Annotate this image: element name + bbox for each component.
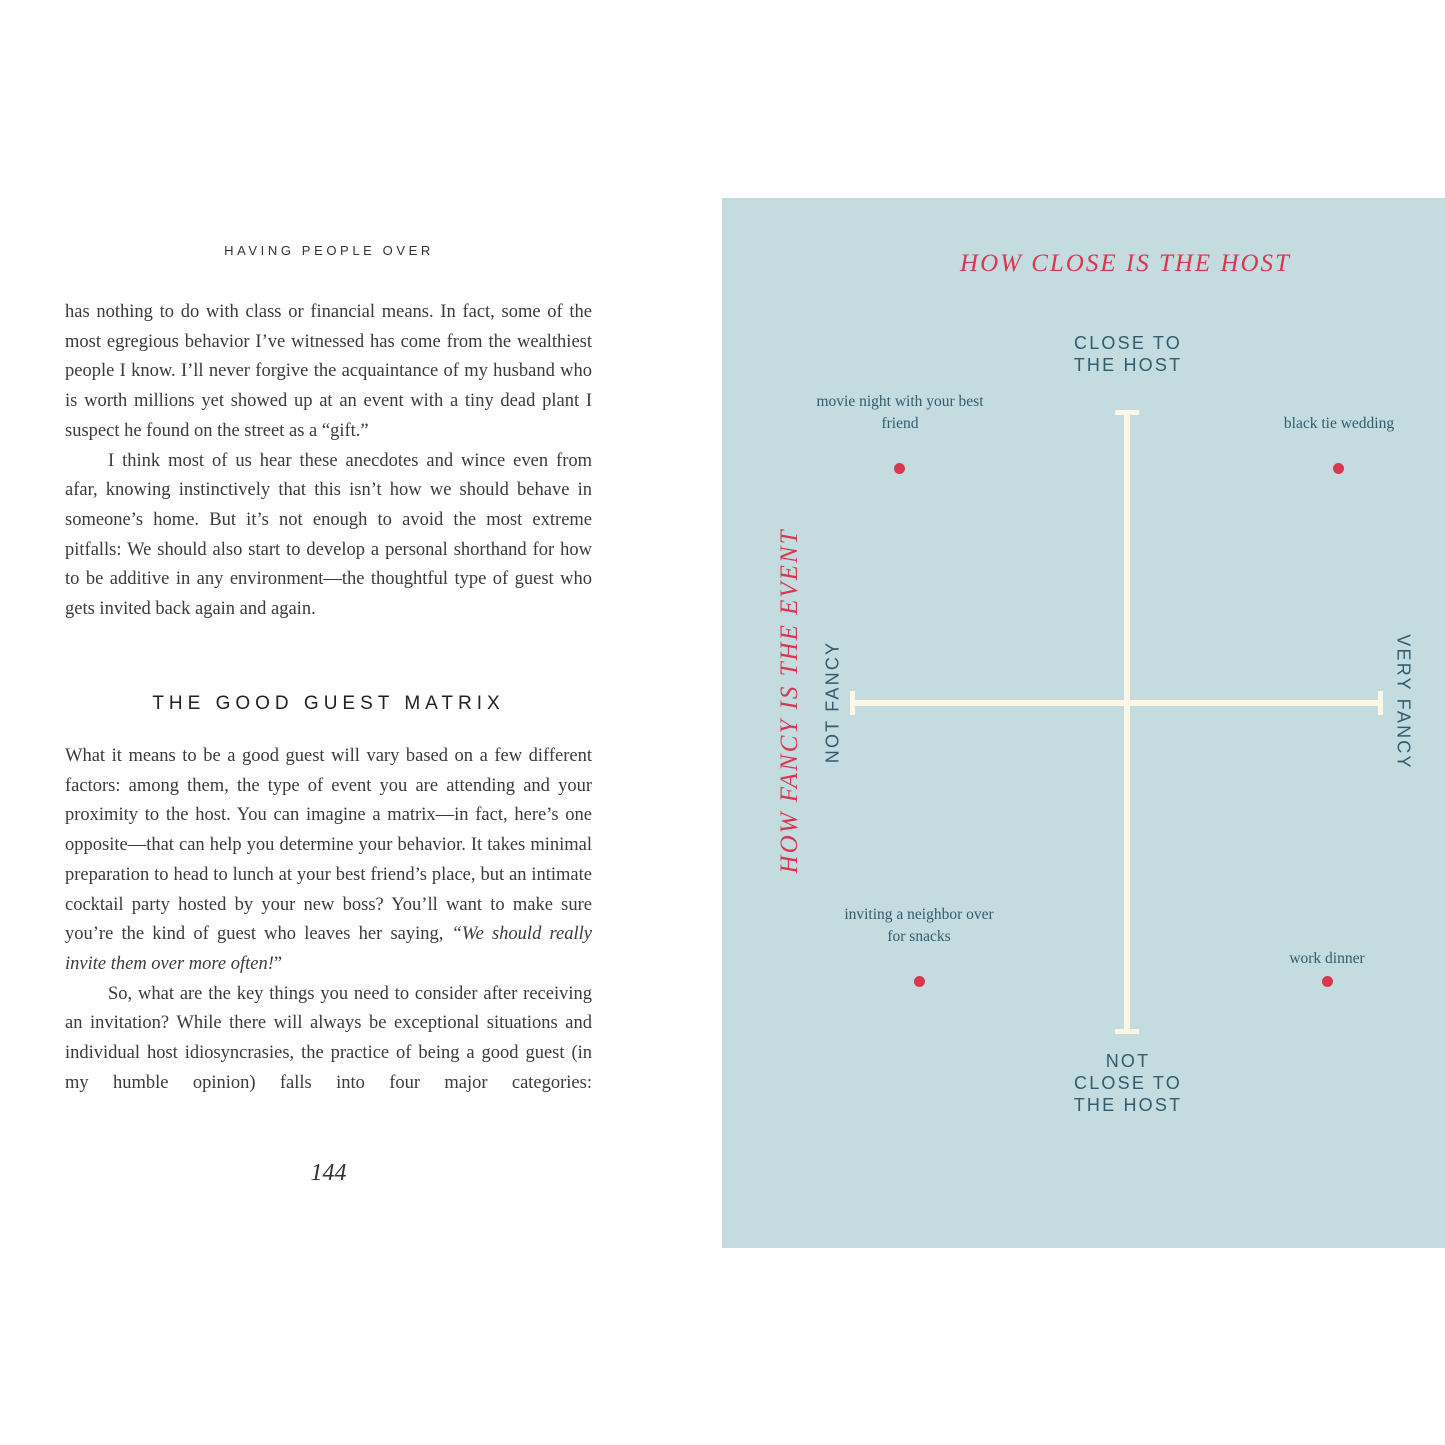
event-dot-black-tie [1333,463,1344,474]
event-label-black-tie: black tie wedding [1283,415,1395,432]
horizontal-axis-line [853,700,1381,706]
running-head: HAVING PEOPLE OVER [224,243,434,258]
paragraph-3 [65,742,592,980]
axis-label-bottom: NOT CLOSE TO THE HOST [1073,1051,1183,1115]
horizontal-axis-cap-left [850,691,855,715]
event-label-movie-night: movie night with your best friend [816,393,984,432]
vertical-axis-cap-bottom [1115,1029,1139,1034]
matrix-side-title-text: HOW FANCY IS THE EVENT [776,528,803,874]
left-page [0,0,722,1445]
page-number: 144 [310,1160,347,1186]
event-label-neighbor: inviting a neighbor over for snacks [844,906,994,945]
horizontal-axis-cap-right [1378,691,1383,715]
axis-label-right-text: VERY FANCY [1393,634,1414,770]
matrix-title: HOW CLOSE IS THE HOST [960,250,1291,277]
paragraph-3-close: ” [273,953,283,974]
paragraph-3-quote: “We should really invite them over more often! [65,924,592,974]
event-dot-work-dinner [1322,976,1333,987]
section-title: THE GOOD GUEST MATRIX [152,693,505,714]
event-dot-movie-night [894,463,905,474]
paragraph-3-text: What it means to be a good guest will vary based on a few different factors: among them, the type of event you are attending and your proximity to the host. You can imagine a matrix—in fact, here’s one opposite—that can help you determine your behavior. It takes minimal preparation to head to lunch at your best friend’s place, but an intimate cocktail party hosted by your new boss? You’ll want to make sure you’re the kind of guest who leaves her saying, [65,746,592,945]
text-block-top [65,298,592,625]
vertical-axis-cap-top [1115,410,1139,415]
paragraph-2: I think most of us hear these anecdotes and wince even from afar, knowing instinctively that this isn’t how we should behave in someone’s home. But it’s not enough to avoid the most extreme pitfalls: We should also start to develop a personal shorthand for how to be additive in any environment—the thoughtful type of guest who gets invited back again and again. [65,450,592,620]
paragraph-1: has nothing to do with class or financial means. In fact, some of the most egregious behavior I’ve witnessed has come from the wealthiest people I know. I’ll never forgive the acquaintance of my husband who is worth millions yet showed up at an event with a tiny dead plant I suspect he found on the street as a “gift.” [65,302,592,441]
axis-label-top: CLOSE TO THE HOST [1073,333,1183,375]
event-label-work-dinner: work dinner [1289,950,1365,967]
good-guest-matrix [722,198,1445,1248]
text-block-bottom [65,742,592,1098]
axis-label-left-text: NOT FANCY [822,640,843,764]
paragraph-4: So, what are the key things you need to consider after receiving an invitation? While there will always be exceptional situations and individual host idiosyncrasies, the practice of being a good guest (in my humble opinion) falls into four major categories: [65,983,592,1093]
vertical-axis-line [1124,413,1130,1031]
matrix-panel [722,198,1445,1248]
event-dot-neighbor [914,976,925,987]
